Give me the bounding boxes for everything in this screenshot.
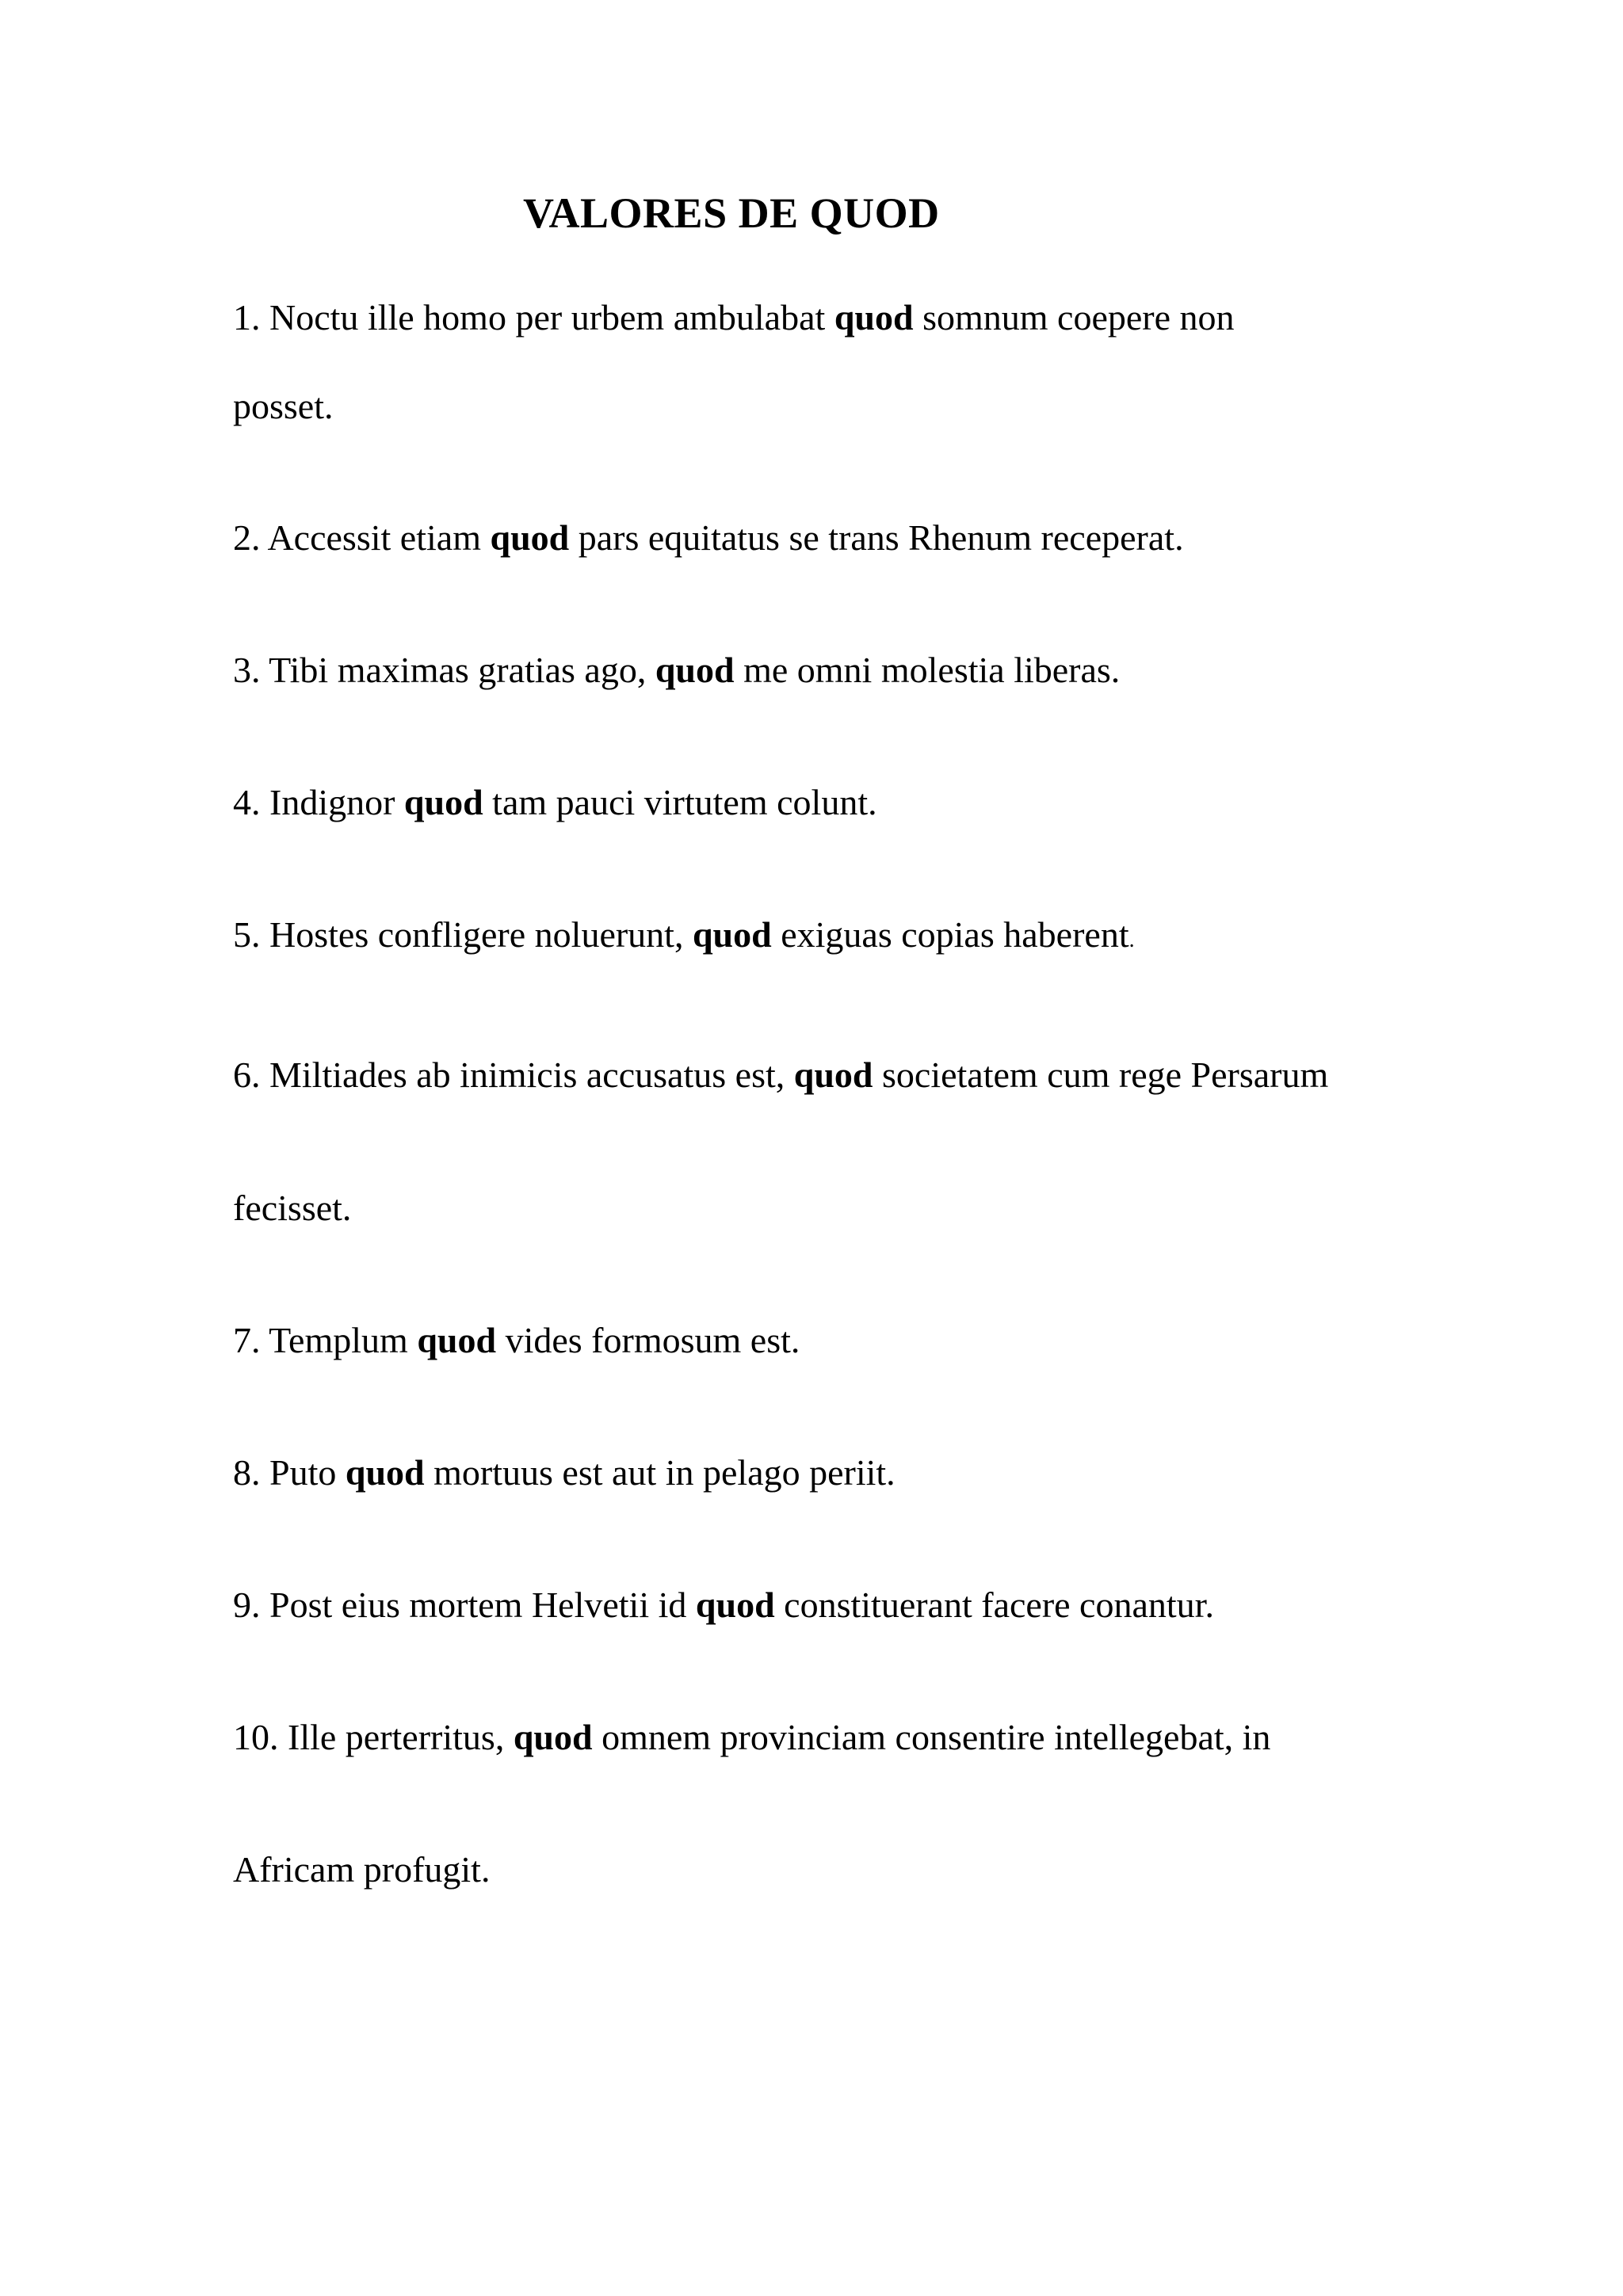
sentence-text: posset.: [233, 386, 334, 426]
sentence-text: vides formosum est.: [496, 1320, 800, 1360]
sentence-text: 1. Noctu ille homo per urbem ambulabat: [233, 297, 834, 338]
sentence-1-line-1: [233, 299, 1235, 336]
sentence-text: 2. Accessit etiam: [233, 517, 491, 558]
sentence-period: .: [1128, 928, 1135, 952]
sentence-text: 10. Ille perterritus,: [233, 1717, 514, 1757]
sentence-text: 4. Indignor: [233, 782, 404, 822]
keyword-quod: quod: [655, 650, 735, 690]
keyword-quod: quod: [513, 1717, 593, 1757]
sentence-7: [233, 1322, 800, 1359]
sentence-5: [233, 914, 1135, 955]
sentence-text: fecisset.: [233, 1188, 352, 1228]
sentence-10-line-2: [233, 1849, 491, 1890]
keyword-quod: quod: [417, 1320, 497, 1360]
sentence-text: 9. Post eius mortem Helvetii id: [233, 1585, 696, 1625]
sentence-text: pars equitatus se trans Rhenum receperat.: [569, 517, 1184, 558]
keyword-quod: quod: [793, 1055, 873, 1095]
sentence-2: [233, 517, 1184, 558]
sentence-text: Africam profugit.: [233, 1849, 491, 1890]
sentence-text: exiguas copias haberent: [771, 914, 1129, 955]
sentence-3: [233, 652, 1120, 688]
sentence-4: [233, 784, 877, 821]
sentence-text: me omni molestia liberas.: [734, 650, 1121, 690]
sentence-6-line-2: [233, 1190, 351, 1226]
sentence-text: tam pauci virtutem colunt.: [483, 782, 877, 822]
sentence-text: constituerant facere conantur.: [774, 1585, 1214, 1625]
sentence-text: 7. Templum: [233, 1320, 418, 1360]
keyword-quod: quod: [834, 297, 914, 338]
sentence-text: 3. Tibi maximas gratias ago,: [233, 650, 655, 690]
sentence-text: societatem cum rege Persarum: [873, 1055, 1329, 1095]
sentence-9: [233, 1587, 1214, 1623]
sentence-6-line-1: [233, 1057, 1328, 1093]
sentence-text: 6. Miltiades ab inimicis accusatus est,: [233, 1055, 794, 1095]
sentence-10-line-1: [233, 1719, 1270, 1756]
sentence-text: somnum coepere non: [913, 297, 1235, 338]
sentence-text: omnem provinciam consentire intellegebat, in: [592, 1717, 1271, 1757]
keyword-quod: quod: [490, 517, 570, 558]
sentence-text: mortuus est aut in pelago periit.: [424, 1452, 896, 1493]
keyword-quod: quod: [403, 782, 483, 822]
sentence-text: 5. Hostes confligere noluerunt,: [233, 914, 693, 955]
keyword-quod: quod: [345, 1452, 425, 1493]
sentence-text: 8. Puto: [233, 1452, 346, 1493]
sentence-1-line-2: [233, 388, 334, 425]
document-title: VALORES DE QUOD: [523, 189, 940, 237]
keyword-quod: quod: [695, 1585, 775, 1625]
sentence-8: [233, 1452, 896, 1493]
keyword-quod: quod: [692, 914, 772, 955]
